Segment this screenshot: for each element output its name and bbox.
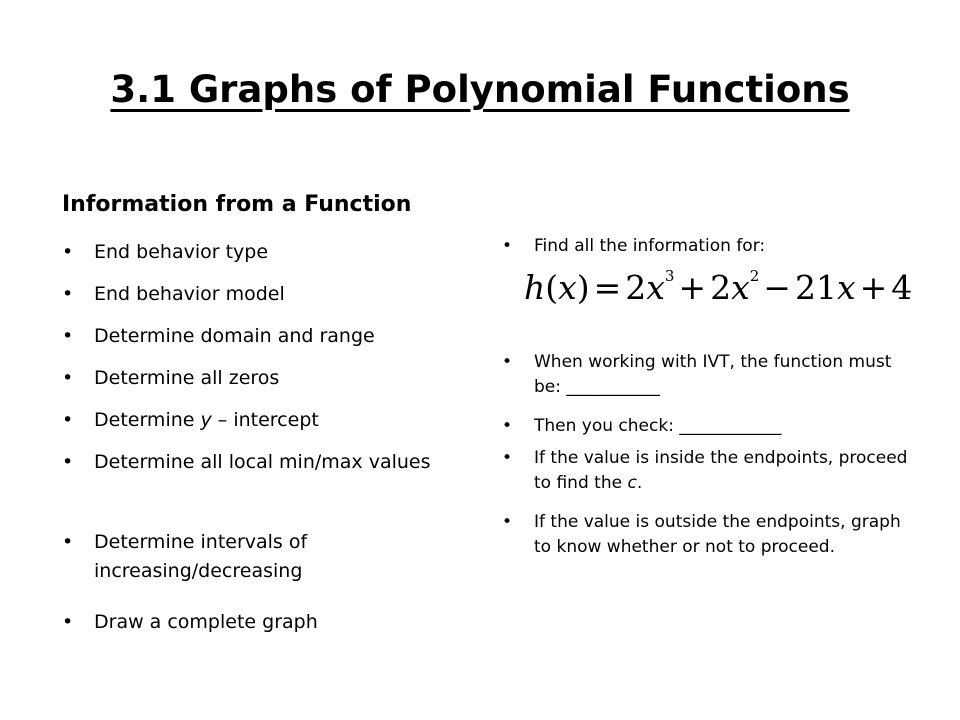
list-item [62,364,452,406]
function-variable: x [558,268,577,307]
list-item-text: Determine domain and range [94,325,375,347]
list-item-text: Determine all local min/max values [94,451,431,473]
bullet-icon: • [62,451,74,473]
variable-y: y [200,409,212,431]
function-name: h [524,268,546,307]
text-part: If the value is inside the endpoints, proceed to find the [534,448,908,493]
equation-symbol: = [593,268,622,307]
equation-symbol: − [763,268,791,307]
polynomial-equation [524,261,922,309]
section-heading: Information from a Function [62,192,412,217]
list-item [62,406,452,448]
list-item-text: If the value is outside the endpoints, graph to know whether or not to proceed. [534,512,901,557]
list-item [502,350,922,414]
list-item-text [534,448,907,493]
list-item [502,234,922,350]
bullet-icon: • [502,448,513,468]
bullet-icon: • [62,241,74,263]
list-item-text: When working with IVT, the function must be: ___________ [534,352,892,397]
list-item-text: End behavior type [94,241,269,263]
bullet-icon: • [62,367,74,389]
bullet-icon: • [502,352,513,372]
bullet-icon: • [62,531,74,553]
list-item [62,528,452,608]
equation-exponent: 2 [749,267,760,285]
equation-variable: x [731,268,750,307]
list-item [502,446,922,510]
text-part: – intercept [211,409,319,431]
list-item-text: End behavior model [94,283,285,305]
slide-title: 3.1 Graphs of Polynomial Functions [110,68,850,111]
equation-exponent: 3 [664,267,675,285]
bullet-icon: • [502,512,513,532]
bullet-icon: • [502,236,513,256]
bullet-icon: • [62,409,74,431]
list-item [62,322,452,364]
bullet-icon: • [502,416,513,436]
list-item [62,238,452,280]
list-item-text: Then you check: ____________ [534,416,782,436]
text-part: . [636,473,643,493]
variable-c: c [627,473,637,493]
bullet-icon: • [62,611,74,633]
equation-constant: 4 [891,268,913,307]
bullet-icon: • [62,325,74,347]
list-item [502,510,922,600]
bullet-icon: • [62,283,74,305]
equation-coefficient: 2 [625,268,647,307]
equation-variable: x [646,268,665,307]
list-item-text: Find all the information for: [534,236,766,256]
list-item [502,414,922,446]
list-item-text [94,409,319,431]
list-item-text: Determine all zeros [94,367,280,389]
list-item [62,608,452,650]
info-list [62,238,452,650]
equation-symbol: + [678,268,707,307]
list-item-text: Draw a complete graph [94,611,318,633]
equation-symbol: + [859,268,888,307]
list-item-text: Determine intervals of increasing/decreasing [94,531,308,582]
text-part: Determine [94,409,201,431]
equation-coefficient: 2 [710,268,732,307]
list-item [62,280,452,322]
task-list [502,234,922,600]
equation-symbol: ( [545,268,559,307]
equation-variable: x [836,268,856,307]
equation-coefficient: 21 [794,268,837,307]
equation-symbol: ) [576,268,590,307]
list-item [62,448,452,528]
